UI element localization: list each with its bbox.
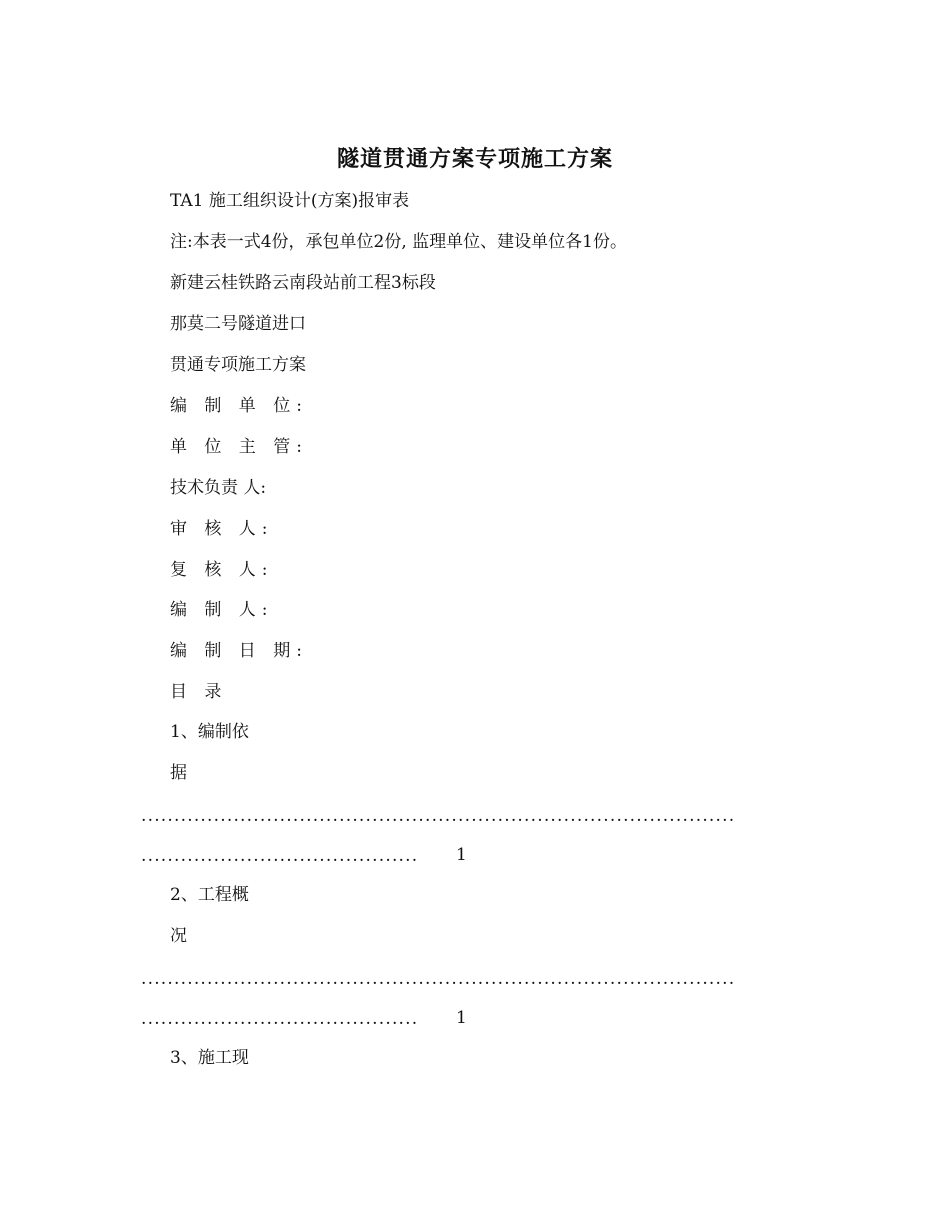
toc-item-1-label-cont[interactable]: 据 — [170, 763, 187, 783]
toc-heading: 目 录 — [170, 682, 228, 702]
toc-item-2-leader: .......................................................................................... — [141, 969, 736, 989]
field-technical-lead: 技术负责 人: — [170, 478, 267, 498]
project-line: 新建云桂铁路云南段站前工程3标段 — [170, 273, 436, 293]
tunnel-line: 那莫二号隧道进口 — [170, 314, 306, 334]
field-unit-supervisor: 单 位 主 管: — [170, 437, 308, 457]
toc-item-1-label[interactable]: 1、编制依 — [170, 722, 249, 742]
toc-item-2-label[interactable]: 2、工程概 — [170, 885, 249, 905]
scheme-line: 贯通专项施工方案 — [170, 355, 306, 375]
toc-item-1-leader: .......................................................................................... — [141, 806, 736, 826]
document-title: 隧道贯通方案专项施工方案 — [336, 146, 613, 172]
toc-item-1-page[interactable]: 1 — [456, 845, 467, 865]
toc-item-2-page[interactable]: 1 — [456, 1008, 467, 1028]
form-line: TA1 施工组织设计(方案)报审表 — [170, 191, 410, 211]
field-rechecker: 复 核 人: — [170, 560, 274, 580]
field-compile-date: 编 制 日 期: — [170, 641, 308, 661]
toc-item-3-label[interactable]: 3、施工现 — [170, 1048, 249, 1068]
field-compiling-unit: 编 制 单 位: — [170, 396, 308, 416]
note-line: 注:本表一式4份，承包单位2份, 监理单位、建设单位各1份。 — [170, 232, 627, 252]
toc-item-1-leader-cont: .......................................... — [141, 846, 419, 866]
field-reviewer: 审 核 人: — [170, 519, 274, 539]
field-compiler: 编 制 人: — [170, 600, 274, 620]
toc-item-2-leader-cont: .......................................... — [141, 1009, 419, 1029]
toc-item-2-label-cont[interactable]: 况 — [170, 926, 187, 946]
